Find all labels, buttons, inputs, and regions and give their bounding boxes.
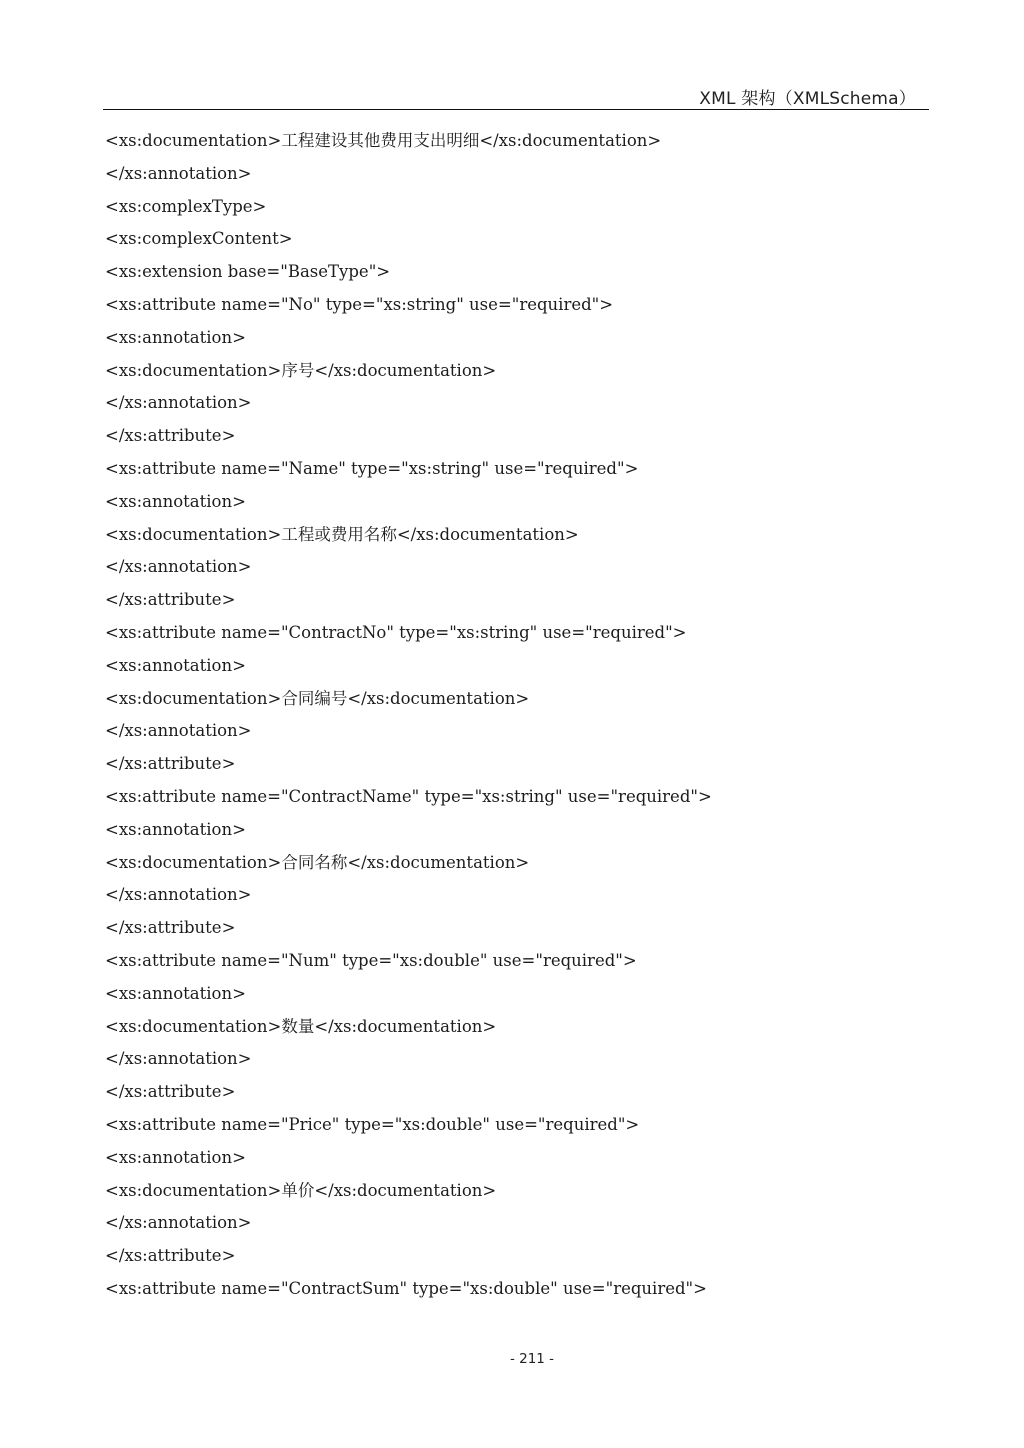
code-line: <xs:attribute name="No" type="xs:string" use="required"> bbox=[105, 294, 614, 314]
code-line: <xs:attribute name="ContractSum" type="xs:double" use="required"> bbox=[105, 1278, 707, 1298]
code-line: </xs:attribute> bbox=[105, 1082, 236, 1102]
code-line: </xs:annotation> bbox=[105, 393, 252, 413]
code-line: </xs:annotation> bbox=[105, 1049, 252, 1069]
code-line: </xs:annotation> bbox=[105, 1213, 252, 1233]
code-line: <xs:documentation>序号</xs:documentation> bbox=[105, 360, 497, 380]
header-divider bbox=[103, 109, 929, 110]
code-line: <xs:documentation>工程或费用名称</xs:documentation> bbox=[105, 524, 579, 544]
code-line: </xs:annotation> bbox=[105, 557, 252, 577]
code-line: </xs:attribute> bbox=[105, 426, 236, 446]
code-line: </xs:annotation> bbox=[105, 885, 252, 905]
code-line: <xs:attribute name="ContractNo" type="xs:string" use="required"> bbox=[105, 622, 687, 642]
code-line: <xs:annotation> bbox=[105, 1147, 246, 1167]
code-line: <xs:complexType> bbox=[105, 196, 267, 216]
code-line: <xs:extension base="BaseType"> bbox=[105, 262, 391, 282]
code-line: <xs:complexContent> bbox=[105, 229, 293, 249]
running-header: XML 架构（XMLSchema） bbox=[699, 89, 916, 109]
code-line: </xs:attribute> bbox=[105, 590, 236, 610]
code-line: <xs:attribute name="Num" type="xs:double" use="required"> bbox=[105, 950, 637, 970]
code-line: <xs:annotation> bbox=[105, 491, 246, 511]
code-line: <xs:documentation>工程建设其他费用支出明细</xs:documentation> bbox=[105, 131, 662, 150]
code-line: <xs:documentation>单价</xs:documentation> bbox=[105, 1180, 497, 1200]
code-line: <xs:documentation>合同编号</xs:documentation> bbox=[105, 688, 530, 708]
code-line: <xs:attribute name="Price" type="xs:double" use="required"> bbox=[105, 1114, 640, 1134]
code-line: </xs:annotation> bbox=[105, 721, 252, 741]
code-line: <xs:annotation> bbox=[105, 655, 246, 675]
xml-code-listing bbox=[105, 125, 925, 1306]
code-line: </xs:annotation> bbox=[105, 163, 252, 183]
code-line: </xs:attribute> bbox=[105, 1246, 236, 1266]
code-line: <xs:annotation> bbox=[105, 819, 246, 839]
code-line: <xs:documentation>合同名称</xs:documentation> bbox=[105, 852, 530, 872]
code-line: <xs:attribute name="ContractName" type="xs:string" use="required"> bbox=[105, 786, 712, 806]
code-line: <xs:annotation> bbox=[105, 983, 246, 1003]
code-line: <xs:documentation>数量</xs:documentation> bbox=[105, 1016, 497, 1036]
code-line: <xs:annotation> bbox=[105, 327, 246, 347]
code-line: </xs:attribute> bbox=[105, 918, 236, 938]
code-line: <xs:attribute name="Name" type="xs:string" use="required"> bbox=[105, 458, 639, 478]
code-line: </xs:attribute> bbox=[105, 754, 236, 774]
page-number: - 211 - bbox=[509, 1351, 555, 1367]
